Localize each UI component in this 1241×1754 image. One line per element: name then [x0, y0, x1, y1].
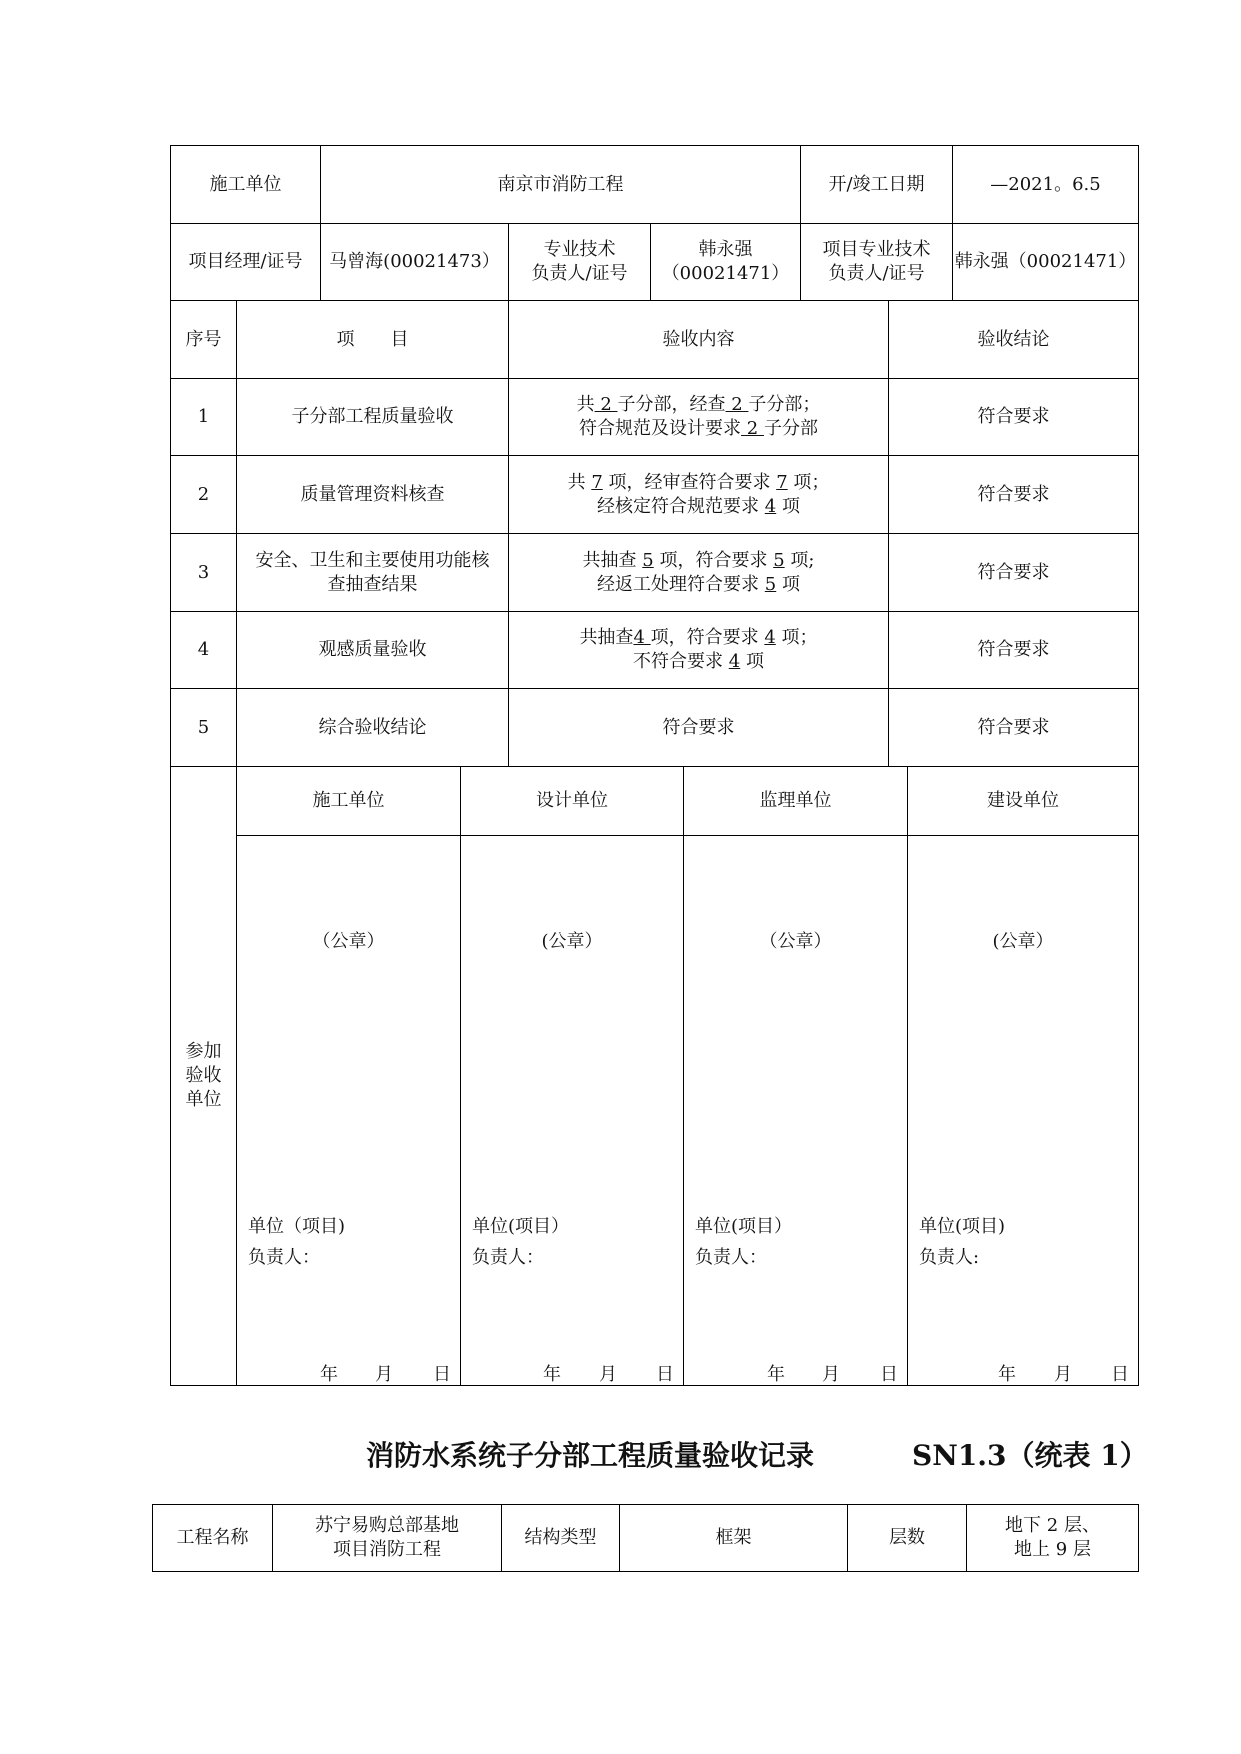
unit-3-name: 监理单位 — [759, 790, 832, 811]
header-item: 项 目 — [336, 328, 409, 350]
unit-2-unit-line: 单位(项目） — [472, 1216, 570, 1237]
unit-4-unit-line: 单位(项目) — [919, 1216, 1006, 1237]
unit-4-seal: (公章） — [992, 931, 1054, 952]
unit-1-year: 年 — [320, 1364, 338, 1385]
unit-3-month: 月 — [822, 1364, 840, 1385]
row-4-item: 观感质量验收 — [318, 639, 427, 660]
participants-label: 参加 验收 单位 — [185, 1041, 222, 1110]
unit-1-person-line: 负责人： — [248, 1247, 320, 1268]
row-4-content: 共抽查4 项，符合要求 4 项； 不符合要求 4 项 — [579, 627, 818, 672]
tech-lead-value: 韩永强 （00021471） — [661, 239, 790, 284]
unit-4-month: 月 — [1054, 1364, 1072, 1385]
construction-unit-label: 施工单位 — [209, 173, 282, 195]
row-3-content: 共抽查 5 项，符合要求 5 项; 经返工处理符合要求 5 项 — [582, 549, 815, 595]
unit-1-day: 日 — [433, 1364, 451, 1385]
project-tech-lead-value: 韩永强（00021471） — [954, 251, 1137, 272]
unit-1-unit-line: 单位（项目) — [248, 1216, 346, 1237]
construction-unit-value: 南京市消防工程 — [497, 173, 624, 195]
row-1-content: 共 2 子分部，经查 2 子分部； 符合规范及设计要求 2 子分部 — [576, 394, 821, 439]
row-2-no: 2 — [197, 483, 210, 505]
row-3-result: 符合要求 — [977, 561, 1050, 583]
record-code: SN1.3（统表 1） — [912, 1439, 1148, 1472]
unit-1-month: 月 — [375, 1364, 393, 1385]
unit-4-day: 日 — [1111, 1364, 1129, 1385]
row-1-item: 子分部工程质量验收 — [291, 406, 454, 427]
row-1-result: 符合要求 — [977, 406, 1050, 427]
unit-2-person-line: 负责人： — [472, 1247, 544, 1268]
row-1-no: 1 — [197, 406, 210, 427]
project-name-label: 工程名称 — [176, 1527, 249, 1548]
header-seq: 序号 — [185, 328, 222, 350]
project-manager-value: 马曾海(00021473） — [329, 251, 500, 272]
row-5-result: 符合要求 — [977, 716, 1050, 738]
project-name-value: 苏宁易购总部基地 项目消防工程 — [315, 1515, 459, 1560]
unit-1-seal: （公章） — [312, 931, 385, 952]
row-5-item: 综合验收结论 — [318, 716, 427, 738]
date-label: 开/竣工日期 — [828, 173, 925, 195]
unit-2-day: 日 — [656, 1364, 674, 1385]
unit-2-seal: (公章） — [541, 931, 603, 952]
unit-2-year: 年 — [543, 1364, 561, 1385]
structure-value: 框架 — [715, 1527, 752, 1548]
unit-3-seal: （公章） — [759, 931, 832, 952]
row-2-content: 共 7 项，经审查符合要求 7 项； 经核定符合规范要求 4 项 — [567, 471, 830, 517]
row-4-result: 符合要求 — [977, 639, 1050, 660]
floors-label: 层数 — [889, 1527, 925, 1548]
row-3-item: 安全、卫生和主要使用功能核 查抽查结果 — [255, 549, 490, 595]
unit-2-month: 月 — [599, 1364, 617, 1385]
row-4-no: 4 — [197, 639, 210, 660]
unit-3-day: 日 — [880, 1364, 898, 1385]
record-title: 消防水系统子分部工程质量验收记录 — [366, 1439, 815, 1472]
project-manager-label: 项目经理/证号 — [188, 251, 303, 272]
tech-lead-label: 专业技术 负责人/证号 — [531, 239, 628, 284]
header-conclusion: 验收结论 — [977, 328, 1050, 350]
unit-4-name: 建设单位 — [987, 790, 1059, 811]
row-5-content: 符合要求 — [662, 716, 735, 738]
row-5-no: 5 — [197, 716, 210, 738]
row-2-item: 质量管理资料核查 — [300, 483, 445, 505]
unit-4-year: 年 — [998, 1364, 1016, 1385]
row-2-result: 符合要求 — [977, 483, 1050, 505]
unit-3-year: 年 — [767, 1364, 785, 1385]
unit-4-person-line: 负责人: — [919, 1247, 980, 1268]
project-tech-lead-label: 项目专业技术 负责人/证号 — [822, 239, 931, 284]
floors-value: 地下 2 层、 地上 9 层 — [1005, 1515, 1100, 1560]
date-value: —2021。6.5 — [990, 173, 1101, 195]
row-3-no: 3 — [197, 561, 210, 583]
unit-2-name: 设计单位 — [536, 790, 608, 811]
unit-3-person-line: 负责人： — [695, 1247, 767, 1268]
header-content: 验收内容 — [662, 328, 735, 350]
structure-label: 结构类型 — [524, 1527, 597, 1548]
unit-1-name: 施工单位 — [312, 790, 385, 811]
unit-3-unit-line: 单位(项目） — [695, 1216, 793, 1237]
